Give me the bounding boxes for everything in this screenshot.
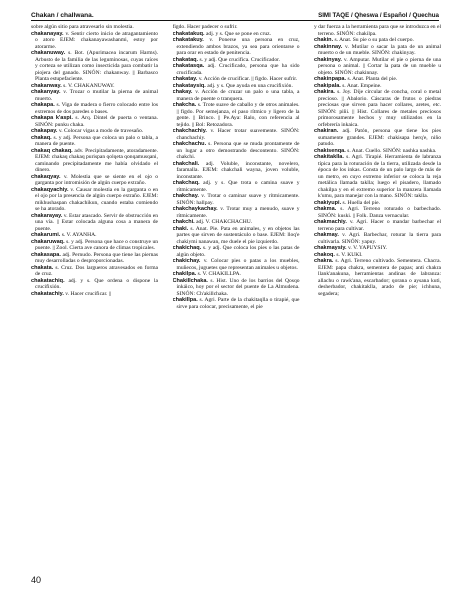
entry-definition: s. y adj. Persona que coloca un palo o tabla, a manera de puente. <box>35 134 158 147</box>
entry-definition: s. Arq. Dintel de puerta o ventana. SINÓN: punku chaka. <box>35 115 158 128</box>
dictionary-entry <box>31 278 158 291</box>
column-1 <box>31 24 158 564</box>
entry-headword: chakanuway. <box>31 50 66 56</box>
entry-definition: v. Trozar o mutilar la pierna de animal muerto. <box>35 89 158 102</box>
entry-definition: adv. Precipitadamente, atoradamente. EJEM: chakaq chakaq purispan qolqeta qonqamusqani, caminando precipitadamente me había olvidado el dinero. <box>35 147 158 173</box>
dictionary-entry <box>314 89 441 128</box>
entry-definition: v. Mutilar o sacar la pata de un animal muerto o de un mueble. SINÓN: chakinyay. <box>318 43 441 56</box>
entry-headword: chakichay. <box>172 258 201 264</box>
entry-headword: chakarayay. <box>31 212 63 219</box>
entry-definition: v. Agri. Hacer o mandar barbechar el terreno para cultivar. <box>318 219 441 232</box>
entry-definition: s. Joy. Dije circular de concha, coral o metal precioso. || Abalorio. Cáscaras de frutos o piedras preciosas que sirven para hacer collares, aretes, etc. SINÓN: piñi. || Hist. Collares de metales preciosos primorosamente hechos y muy utilizados en la orfebrería inkaica. <box>318 89 441 128</box>
entry-definition: s. Anat. Planta del pie. <box>347 76 398 82</box>
entry-definition: v. Trotar o caminar suave y rítmicamente. SINÓN: hallpay. <box>176 193 300 206</box>
entry-definition: v. Estar atascado. Servir de obstrucción en una vía. || Estar colocada alguna cosa a manera de puente. <box>35 212 158 232</box>
entry-headword: chakay. <box>172 89 193 95</box>
dictionary-entry <box>173 258 300 271</box>
entry-definition: s. Anat. Cuello. SINÓN: nashka nashka. <box>347 147 437 154</box>
entry-definition: v. Hacer trotar suavemente. SINÓN: chanchachiy. <box>176 128 300 141</box>
dictionary-entry <box>31 265 158 278</box>
entry-definition: adj. V. CHAKCHACHU. <box>196 219 253 225</box>
entry-definition: adj. y s. Que trota o camina suave y rítmicamente. <box>176 180 300 193</box>
header-left-title: Chakan / challwana. <box>31 12 94 19</box>
entry-definition: v. Causar molestia en la garganta o en el ojo por la presencia de algún cuerpo extraño. EJEM: mikhushaspan chakachikun, cuando estaba comiendo se ha atorado. <box>35 186 158 212</box>
dictionary-entry <box>31 115 158 128</box>
entry-headword: chakaruwaq. <box>31 238 65 245</box>
entry-definition: s. V. CHAKANUWAY. <box>63 82 115 89</box>
entry-headword: chakapay. <box>31 128 58 134</box>
entry-definition: s. Agri. Terreno roturado o barbechado. SINÓN: kuski. || Folk. Danza vernacular. <box>318 206 441 219</box>
entry-headword: chakmaysiy. <box>314 245 347 251</box>
entry-headword: chakma. <box>314 206 337 212</box>
entry-definition: s. Huella del pie. <box>342 199 380 206</box>
dictionary-entry <box>314 232 441 245</box>
entry-headword: chakichaq. <box>172 245 202 251</box>
dictionary-entry <box>173 297 300 310</box>
entry-headword: chakra. <box>314 258 334 264</box>
dictionary-entry <box>31 102 158 115</box>
entry-headword: Chakillchaka. <box>172 277 208 284</box>
entry-definition: adj. y s. Que ordena o dispone la crucifixión. <box>35 277 158 290</box>
dictionary-entry <box>173 89 300 102</box>
entry-headword: chakiyupi. <box>314 199 342 206</box>
dictionary-entry <box>31 148 158 174</box>
entry-definition: s. y adj. Persona que hace o construye un puente. || Zool. Cierta ave canora de climas tropicales. <box>35 238 158 251</box>
entry-headword: chakitaklla. <box>314 154 344 160</box>
dictionary-entry <box>173 141 300 161</box>
entry-headword: chakarumi. <box>31 232 61 238</box>
entry-headword: chakaq chakaq. <box>31 147 73 154</box>
entry-headword: chakchali. <box>172 160 200 167</box>
dictionary-entry <box>314 206 441 219</box>
entry-headword: chaki. <box>172 225 189 232</box>
entry-headword: chakataq. <box>172 56 199 63</box>
dictionary-entry <box>314 219 441 232</box>
entry-definition: s. Anat. Su pie o su pata del cuerpo. <box>334 37 414 43</box>
dictionary-entry <box>31 31 158 51</box>
entry-headword: chakoq. <box>314 251 335 258</box>
entry-definition: v. Agri. Barbechar, roturar la tierra para cultivarla. SINÓN: yapuy. <box>318 232 441 245</box>
entry-definition: s. Viga de madera o fierro colocado entre los extremos de dos paredes o bases. <box>35 102 158 115</box>
entry-headword: chakatachiy. <box>31 290 64 297</box>
entry-headword: chakmay. <box>314 232 339 238</box>
header-rule <box>31 20 439 21</box>
dictionary-entry <box>173 128 300 141</box>
dictionary-entry <box>173 278 300 298</box>
entry-definition: v. Colocar vigas a modo de travesaño. <box>58 128 144 134</box>
entry-definition: adj. Voluble, inconstante, novelero, faramalla. EJEM: chakchali wayna, joven voluble, inconstante. <box>176 160 300 180</box>
dictionary-entry <box>314 24 441 37</box>
dictionary-entry <box>31 174 158 187</box>
entry-definition: adj. y s. Que se pone en cruz. <box>205 30 271 37</box>
entry-definition: v. Acción de crucificar. || figdo. Hacer sufrir. <box>198 76 298 82</box>
dictionary-entry <box>314 258 441 297</box>
entry-headword: chakillpa. <box>172 297 198 303</box>
dictionary-entry <box>314 154 441 200</box>
entry-headword: chakchi. <box>172 219 195 225</box>
entry-headword: chakatasqa. <box>172 63 205 69</box>
entry-definition: v. V. YAPUYSIY. <box>347 245 388 251</box>
entry-definition: s. y adj. Que crucifica. Crucificador. <box>199 56 281 63</box>
entry-definition: adj. Pernudo. Persona que tiene las piernas muy desarrolladas o desproporcionadas. <box>35 251 158 264</box>
entry-headword: chakisenqa. <box>314 147 346 154</box>
entry-headword: chakaqyay. <box>31 173 61 180</box>
entry-headword: chakanyay. <box>31 89 61 95</box>
entry-definition: s. Anat. Pie. Pata en animales, y en objetos las partes que sirven de sustentáculo o base. EJEM: lloq'e chakiymi nanawan, me duele el pie izquierdo. <box>176 225 300 245</box>
entry-headword: chakmachiy. <box>314 219 347 225</box>
entry-definition: v. Amputar. Mutilar el pie o pierna de una persona o animal. || Cortar la pata de un mueble u objeto. SINÓN: chakinnay. <box>318 56 441 76</box>
header-right-title: SIMI TAQE / Qheswa / Español / Quechua <box>318 12 439 19</box>
entry-headword: chakapa k'aspi. <box>31 115 73 121</box>
entry-definition: v. Ponerse una persona en cruz, extendiendo ambos brazos, ya sea para orientarse o para orar en estado de penitencia. <box>176 37 300 56</box>
entry-headword: chakchachiy. <box>172 128 207 134</box>
entry-headword: chakchaq. <box>172 180 200 186</box>
entry-definition: s. Cruz. Dos largueros atravesados en forma de cruz. <box>35 264 158 277</box>
entry-definition: v. Hacer crucificar. || <box>65 290 112 297</box>
column-3 <box>314 24 441 564</box>
entry-definition: adj. Crucificado, persona que ha sido crucificada. <box>176 63 300 76</box>
dictionary-entry <box>31 239 158 252</box>
entry-definition: sobre algún sitio para atravesarlo sin molestia. <box>31 24 134 30</box>
entry-definition: s. Agri. Tirapié. Herramienta de labranza típica para la roturación de la tierra, utilizada desde la época de los inkas. Consta de un palo largo de más de un metro, en cuyo extremo inferior se coloca la reja metálica llamada taklla; luego el pisadero, llamado chakilpa y en el extremo superior la manzera llamada k'umu, para manejar con la mano. SINÓN: taklla. <box>318 154 441 199</box>
entry-headword: chakapa. <box>31 102 55 108</box>
dictionary-entry <box>31 135 158 148</box>
dictionary-entry <box>31 187 158 213</box>
dictionary-entry <box>31 50 158 83</box>
entry-headword: chakata. <box>31 264 54 271</box>
entry-headword: chakira. <box>314 89 335 95</box>
dictionary-entry <box>31 291 158 298</box>
entry-definition: s. V. CHAKILLPA. <box>197 271 241 277</box>
entry-definition: s. Bot. (Apurimacea incarum Harms). Arbusto de la familia de las leguminosas, cuyas raíces y corteza se utilizan como insecticida para combatir la piojera del ganado. SINÓN: chakanway. || Barbasco Planta estupefaciente. <box>35 50 158 82</box>
dictionary-entry <box>173 161 300 181</box>
column-2 <box>173 24 300 564</box>
entry-headword: chakchachu. <box>172 141 207 147</box>
entry-headword: chakaqyachiy. <box>31 186 69 193</box>
entry-headword: chakanayay. <box>31 30 64 37</box>
entry-headword: chakaq. <box>31 134 52 141</box>
entry-headword: chakinnay. <box>314 43 343 50</box>
entry-headword: chakipala. <box>314 82 341 89</box>
entry-definition: s. V. KUKI. <box>336 251 363 258</box>
entry-definition: s. y adj. Que coloca los pies o las patas de algún objeto. <box>176 245 300 258</box>
entry-definition: adj. Patón, persona que tiene los pies sumamente grandes. EJEM: chakisapa herq'e, niño patudo. <box>318 128 441 147</box>
page-number: 40 <box>31 575 42 585</box>
entry-definition: s. Trote suave de caballo y de otros animales. || figdo. Por semejanza, el paso rítmico y ligero de la gente. || Brinco. || Pe.Aya: Ralo, con referencia al tejido. || Bol: Retozadora. <box>176 102 300 128</box>
entry-headword: chakataysiq. <box>172 82 206 89</box>
dictionary-entry <box>314 44 441 57</box>
entry-headword: chakatachiq. <box>31 277 65 284</box>
dictionary-entry <box>173 206 300 219</box>
dictionary-entry <box>31 89 158 102</box>
entry-headword: chakatakuq. <box>172 30 205 37</box>
entry-headword: chakatakuy. <box>172 37 204 43</box>
entry-headword: chakchaykachay. <box>172 206 218 212</box>
entry-headword: chakatay. <box>172 76 198 82</box>
dictionary-entry <box>31 213 158 233</box>
entry-definition: s. Agri. Parte de la chakitaqlla o tirapié, que sirve para colocar, precisamente, el pie <box>176 297 300 310</box>
entry-definition: s. V. AYANHA. <box>61 232 97 238</box>
running-header <box>31 6 439 19</box>
dictionary-entry <box>314 57 441 77</box>
entry-headword: chakiran. <box>314 128 339 134</box>
dictionary-entry <box>173 63 300 76</box>
entry-definition: s. Anat. Empeine. <box>342 82 382 89</box>
entry-definition: v. Sentir cierto inicio de atragantamiento o atoro EJEM: chakanayawashanmi, estoy por atorarme. <box>35 30 158 50</box>
entry-definition: v. Molestia que se siente en el ojo o garganta por intromisión de algún cuerpo extraño. <box>35 173 158 186</box>
entry-headword: chakasapa. <box>31 251 61 258</box>
entry-definition: v. Acción de cruzar un palo o una tabla, a manera de puente o tranquera. <box>176 89 300 102</box>
entry-headword: chakanway. <box>31 82 62 89</box>
entry-definition: s. Hist. Uno de los barrios del Qosqo inkáico, hoy por el sector del puente de La Almudena. SINÓN: Ch'akillchaka. <box>176 277 300 297</box>
entry-definition: figdo. Hacer padecer o sufrir. <box>172 24 238 30</box>
dictionary-entry <box>173 37 300 57</box>
entry-definition: s. Agri. Terreno cultivado. Sementera. Chacra. EJEM: papa chakra, sementera de papas; anti chakra llank'anakuna, herramientas andinas de labranza: allachu o rawk'ana, escarbador; qorana o aysana kuti, desherbador, chakitaklla, arado de pie; ichhuna, segadera; <box>318 258 441 297</box>
entry-definition: y dar fuerza a la herramienta para que se introduzca en el terreno. SINÓN: chakilpa. <box>314 24 441 37</box>
entry-headword: chakcha. <box>172 102 197 108</box>
dictionary-columns <box>31 24 441 564</box>
dictionary-entry <box>173 180 300 193</box>
entry-headword: chakinpapa. <box>314 76 347 82</box>
entry-definition: v. Colocar pies o patas a los muebles, muñecos, juguetes que representan animales u objetos. <box>176 258 300 271</box>
entry-headword: chakchay. <box>172 193 199 199</box>
dictionary-entry <box>173 102 300 128</box>
dictionary-entry <box>173 193 300 206</box>
dictionary-entry <box>31 252 158 265</box>
entry-headword: chakilpa. <box>172 271 197 277</box>
dictionary-entry <box>173 245 300 258</box>
entry-headword: chakin. <box>314 37 334 43</box>
entry-definition: adj. y s. Que ayuda en una crucifixión. <box>207 82 293 89</box>
entry-definition: s. Persona que se muda prontamente de un lugar a otro demostrando descontento. SINÓN: chakchi. <box>176 141 300 160</box>
entry-headword: chakinyay. <box>314 56 342 63</box>
entry-definition: v. Trotar muy a menudo, suave y rítmicamente. <box>176 206 300 219</box>
dictionary-entry <box>173 226 300 246</box>
dictionary-entry <box>314 128 441 148</box>
